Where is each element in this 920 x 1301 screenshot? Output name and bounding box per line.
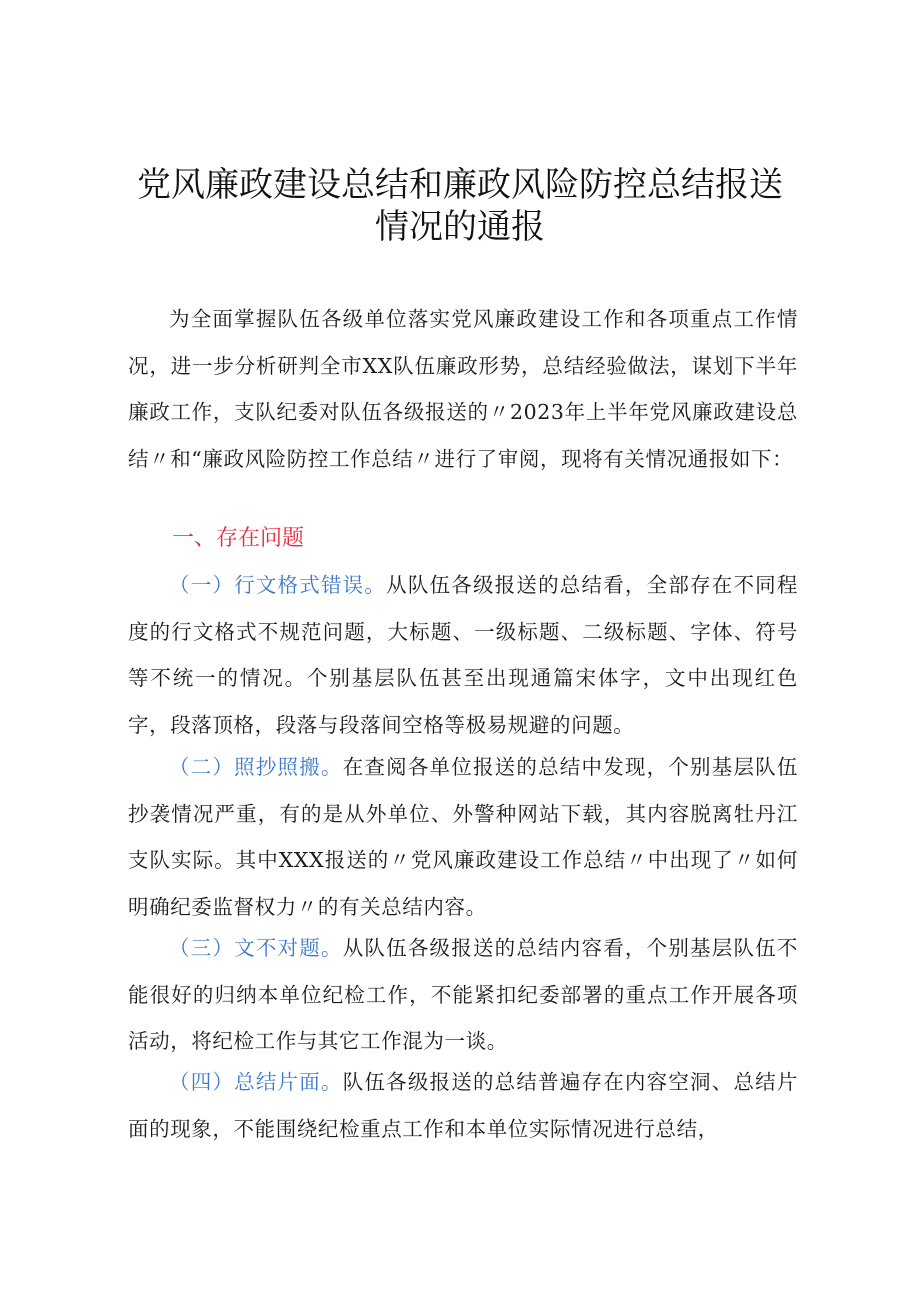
- item-4-block: [128, 1059, 798, 1152]
- item-heading: （二）照抄照搬。: [169, 755, 343, 779]
- item-text: 队伍各级报送的总结普遍存在内容空洞、总结片面的现象，不能围绕纪检重点工作和本单位实际情况进行总结，: [128, 1070, 798, 1141]
- document-title-line-1: 党风廉政建设总结和廉政风险防控总结报送: [137, 165, 783, 205]
- item-heading: （三）文不对题。: [169, 936, 343, 960]
- item-1-block: [128, 562, 798, 748]
- item-text: 从队伍各级报送的总结内容看，个别基层队伍不能很好的归纳本单位纪检工作，不能紧扣纪委部署的重点工作开展各项活动，将纪检工作与其它工作混为一谈。: [128, 936, 798, 1053]
- item-heading: （四）总结片面。: [169, 1070, 343, 1094]
- section-heading-problems: 一、存在问题: [172, 526, 305, 551]
- item-paragraph: [128, 562, 798, 748]
- item-text: 在查阅各单位报送的总结中发现，个别基层队伍抄袭情况严重，有的是从外单位、外警种网站下载，其内容脱离牡丹江支队实际。其中XXX报送的〃党风廉政建设工作总结〃中出现了〃如何明确纪委监督权力〃的有关总结内容。: [128, 755, 798, 919]
- item-text: 从队伍各级报送的总结看，全部存在不同程度的行文格式不规范问题，大标题、一级标题、二级标题、字体、符号等不统一的情况。个别基层队伍甚至出现通篇宋体字，文中出现红色字，段落顶格，段落与段落间空格等极易规避的问题。: [128, 573, 798, 737]
- item-paragraph: [128, 744, 798, 930]
- item-2-block: [128, 744, 798, 930]
- item-paragraph: [128, 1059, 798, 1152]
- intro-block: [128, 296, 798, 482]
- item-heading: （一）行文格式错误。: [169, 573, 387, 597]
- intro-paragraph: 为全面掌握队伍各级单位落实党风廉政建设工作和各项重点工作情况，进一步分析研判全市XX队伍廉政形势，总结经验做法，谋划下半年廉政工作，支队纪委对队伍各级报送的〃2023年上半年党风廉政建设总结〃和“廉政风险防控工作总结〃进行了审阅，现将有关情况通报如下：: [128, 307, 798, 471]
- item-paragraph: [128, 925, 798, 1065]
- item-3-block: [128, 925, 798, 1065]
- document-title-line-2: 情况的通报: [375, 207, 545, 247]
